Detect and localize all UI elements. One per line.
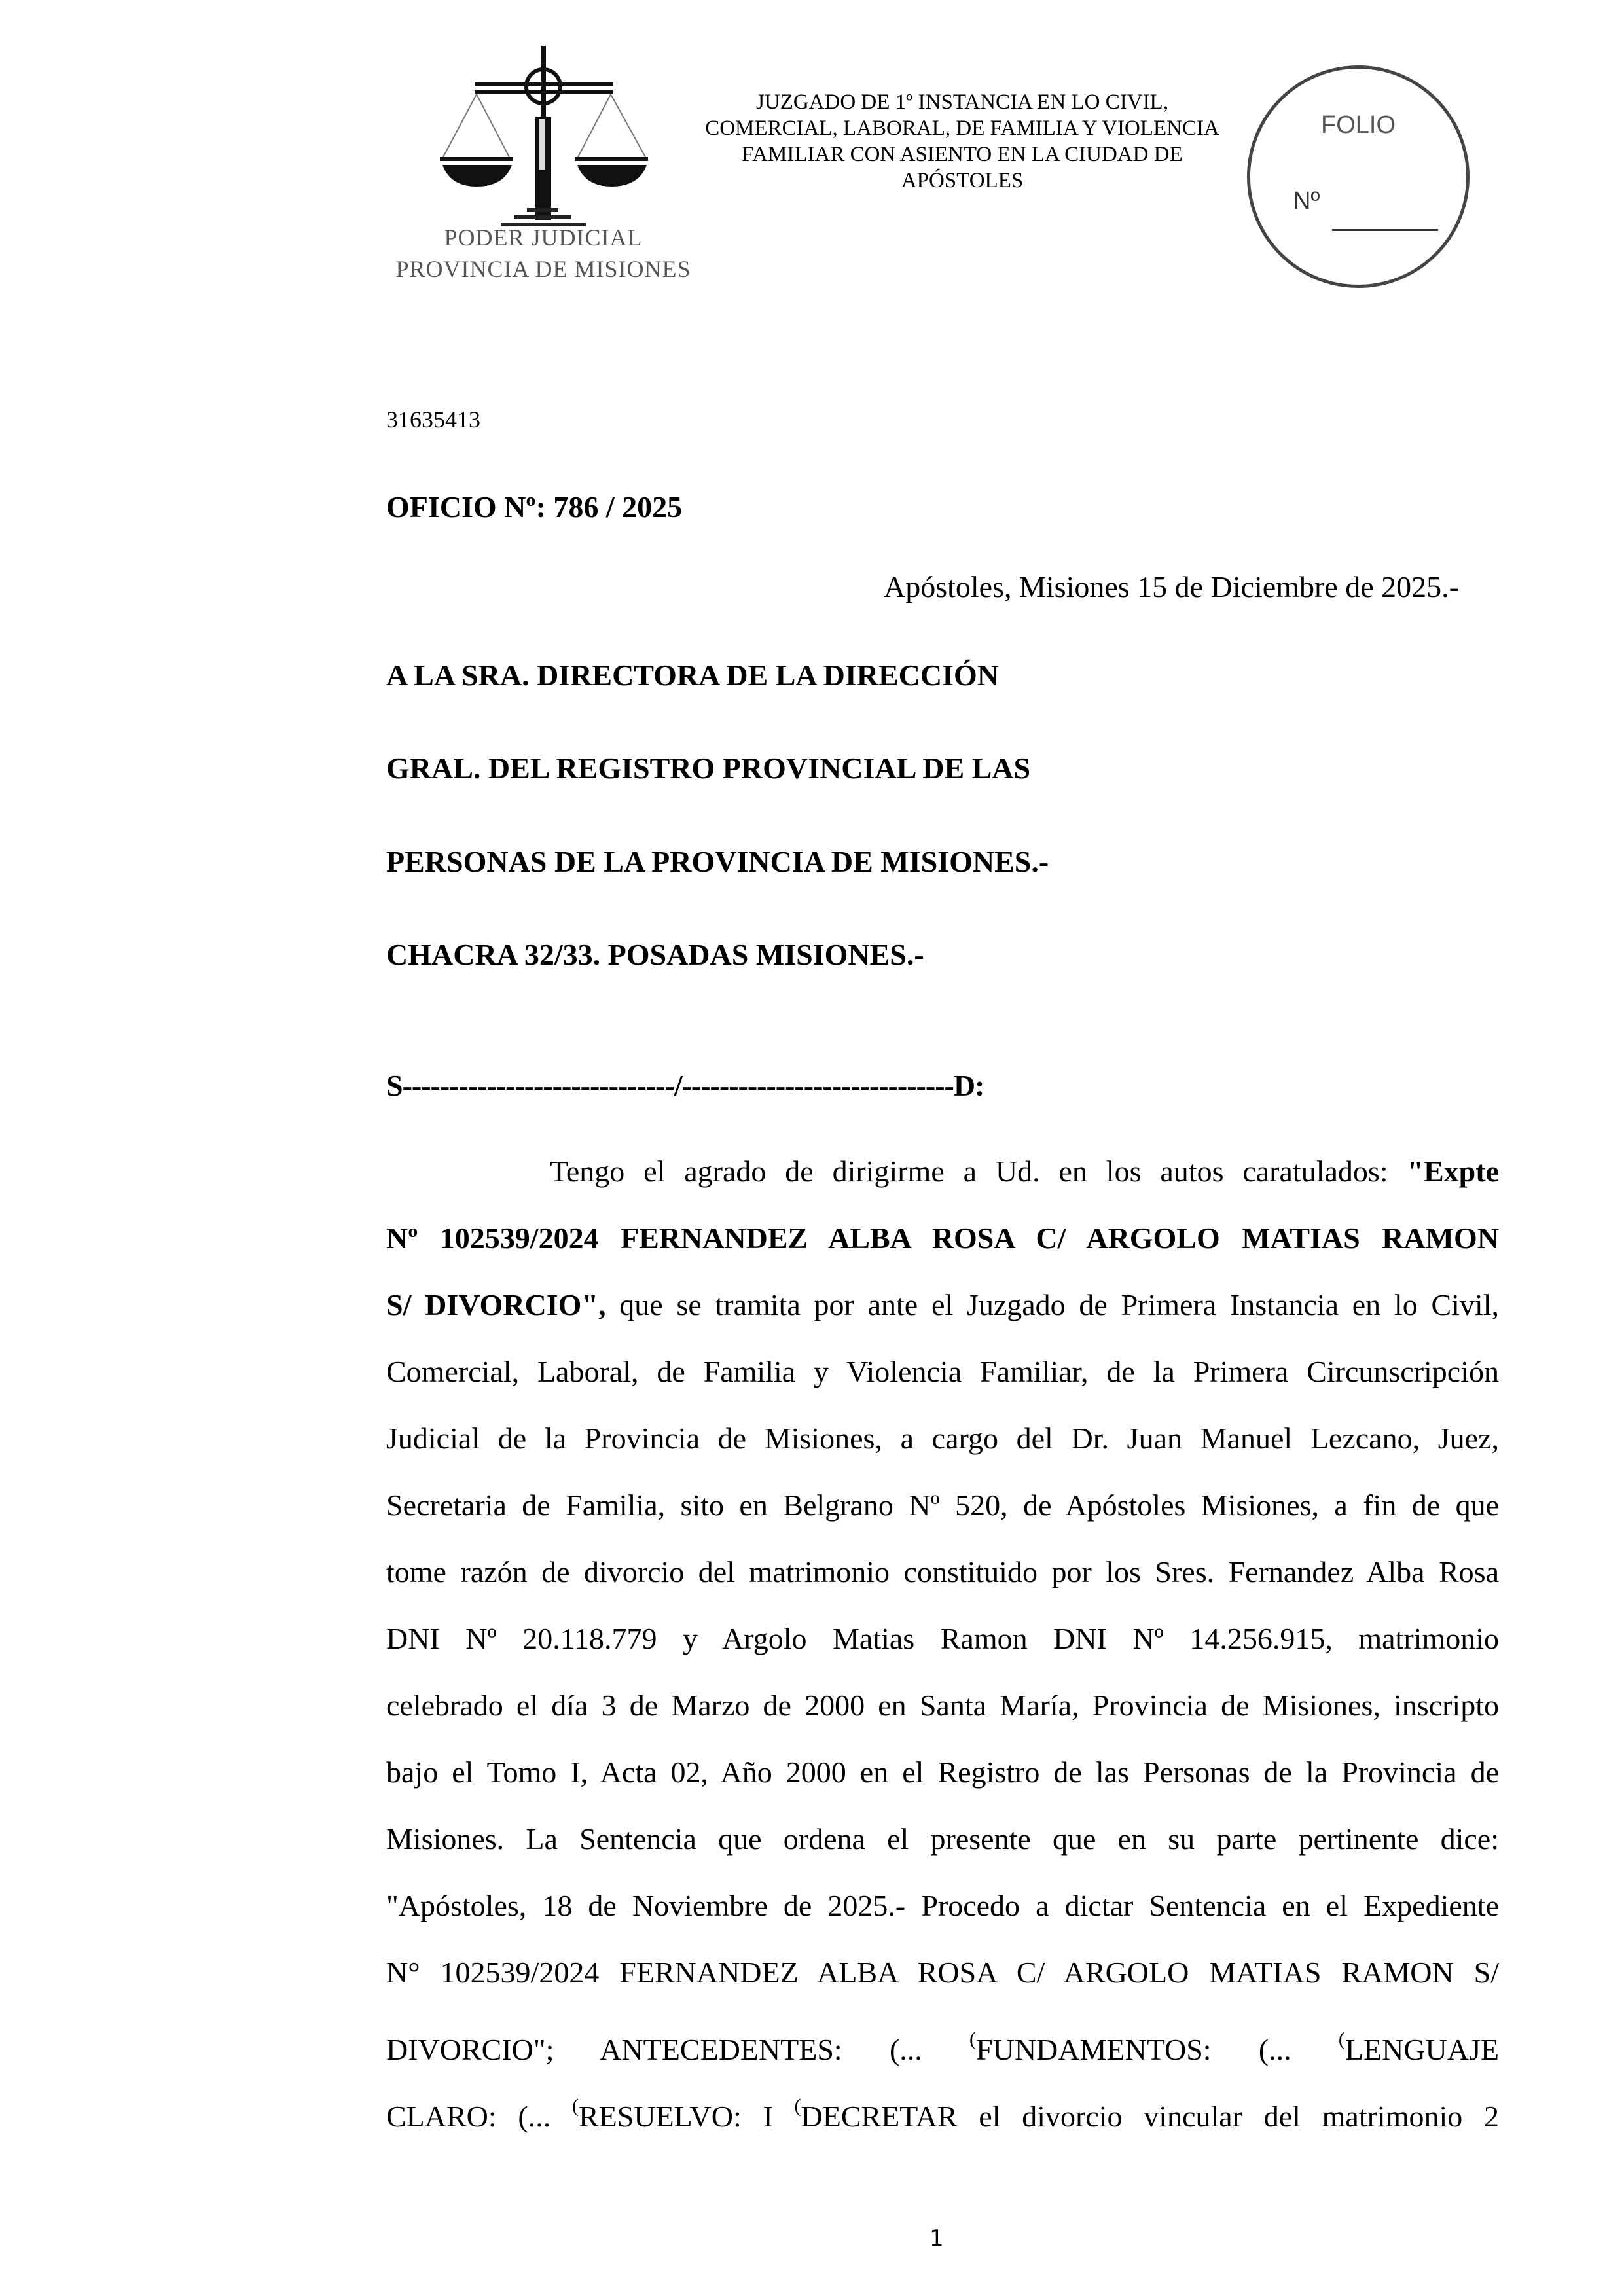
body-line [386,1352,1499,1419]
body-line [386,1820,1499,1886]
addressee-line: PERSONAS DE LA PROVINCIA DE MISIONES.- [386,845,1049,878]
bold-text-run: S/ DIVORCIO", [386,1288,606,1321]
text-run: ( [969,2028,977,2050]
bold-text-run: Nº 102539/2024 FERNANDEZ ALBA ROSA C/ ARGOLO MATIAS RAMON [386,1221,1499,1255]
bold-text-run: "Expte [1407,1155,1499,1188]
text-run: "Apóstoles, 18 de Noviembre de 2025.- Procedo a dictar Sentencia en el Expediente [386,1889,1499,1922]
text-run: Judicial de la Provincia de Misiones, a cargo del Dr. Juan Manuel Lezcano, Juez, [386,1422,1499,1455]
place-date: Apóstoles, Misiones 15 de Diciembre de 2025.- [884,570,1459,603]
body-line [386,2020,1499,2087]
logo-line-provincia: PROVINCIA DE MISIONES [395,256,691,282]
page-number: 1 [929,2225,944,2251]
body-line [386,1686,1499,1753]
addressee-line: A LA SRA. DIRECTORA DE LA DIRECCIÓN [386,658,999,692]
text-run: DIVORCIO"; ANTECEDENTES: (... [386,2033,970,2066]
text-run: LENGUAJE [1344,2033,1499,2066]
court-heading-line: JUZGADO DE 1º INSTANCIA EN LO CIVIL, [756,90,1168,114]
salutation: S-----------------------------/-----------------------------D: [386,1069,984,1102]
folio-circle [1247,65,1470,288]
scales-of-justice-icon [393,39,694,229]
text-run: celebrado el día 3 de Marzo de 2000 en Santa María, Provincia de Misiones, inscripto [386,1689,1499,1722]
text-run: CLARO: (... [386,2100,572,2133]
body-line [386,1619,1499,1686]
text-run: DECRETAR el divorcio vincular del matrimonio 2 [801,2100,1499,2133]
body-line [386,1285,1499,1352]
body-line [386,1219,1499,1285]
body-line [386,1552,1499,1619]
addressee-line: GRAL. DEL REGISTRO PROVINCIAL DE LAS [386,751,1031,785]
reference-number: 31635413 [386,406,480,433]
court-heading-line: APÓSTOLES [901,169,1024,192]
text-run: DNI Nº 20.118.779 y Argolo Matias Ramon DNI Nº 14.256.915, matrimonio [386,1622,1499,1655]
text-run: ( [794,2095,801,2117]
folio-stamp [1247,65,1470,288]
body-line [386,1753,1499,1820]
body-line [386,1486,1499,1552]
judicial-logo [393,39,694,295]
text-run: bajo el Tomo I, Acta 02, Año 2000 en el Registro de las Personas de la Provincia de [386,1755,1499,1789]
text-run: ( [1338,2028,1345,2050]
court-heading [681,89,1244,194]
text-run: ( [571,2095,579,2117]
court-heading-line: FAMILIAR CON ASIENTO EN LA CIUDAD DE [742,143,1183,166]
text-run: FUNDAMENTOS: (... [976,2033,1339,2066]
text-run: RESUELVO: I [578,2100,795,2133]
addressee-line: CHACRA 32/33. POSADAS MISIONES.- [386,938,924,971]
text-run: Tengo el agrado de dirigirme a Ud. en los autos caratulados: [550,1155,1407,1188]
folio-label: FOLIO [1320,111,1396,139]
folio-number-blank [1332,229,1438,231]
body-line [386,1419,1499,1486]
text-run: tome razón de divorcio del matrimonio constituido por los Sres. Fernandez Alba Rosa [386,1555,1499,1588]
logo-line-poder-judicial: PODER JUDICIAL [444,224,643,251]
text-run: Misiones. La Sentencia que ordena el presente que en su parte pertinente dice: [386,1822,1499,1856]
folio-number-label: Nº [1293,187,1320,215]
body-line [386,1953,1499,2020]
body-paragraph [386,1152,1499,2153]
court-heading-line: COMERCIAL, LABORAL, DE FAMILIA Y VIOLENCIA [705,117,1219,140]
body-line [386,1886,1499,1953]
body-line [386,2087,1499,2153]
text-run: N° 102539/2024 FERNANDEZ ALBA ROSA C/ ARGOLO MATIAS RAMON S/ [386,1956,1499,1989]
text-run: Comercial, Laboral, de Familia y Violencia Familiar, de la Primera Circunscripción [386,1355,1499,1388]
body-line [386,1152,1499,1219]
oficio-number: OFICIO Nº: 786 / 2025 [386,490,683,524]
text-run: que se tramita por ante el Juzgado de Primera Instancia en lo Civil, [605,1288,1499,1321]
text-run: Secretaria de Familia, sito en Belgrano Nº 520, de Apóstoles Misiones, a fin de que [386,1488,1499,1522]
